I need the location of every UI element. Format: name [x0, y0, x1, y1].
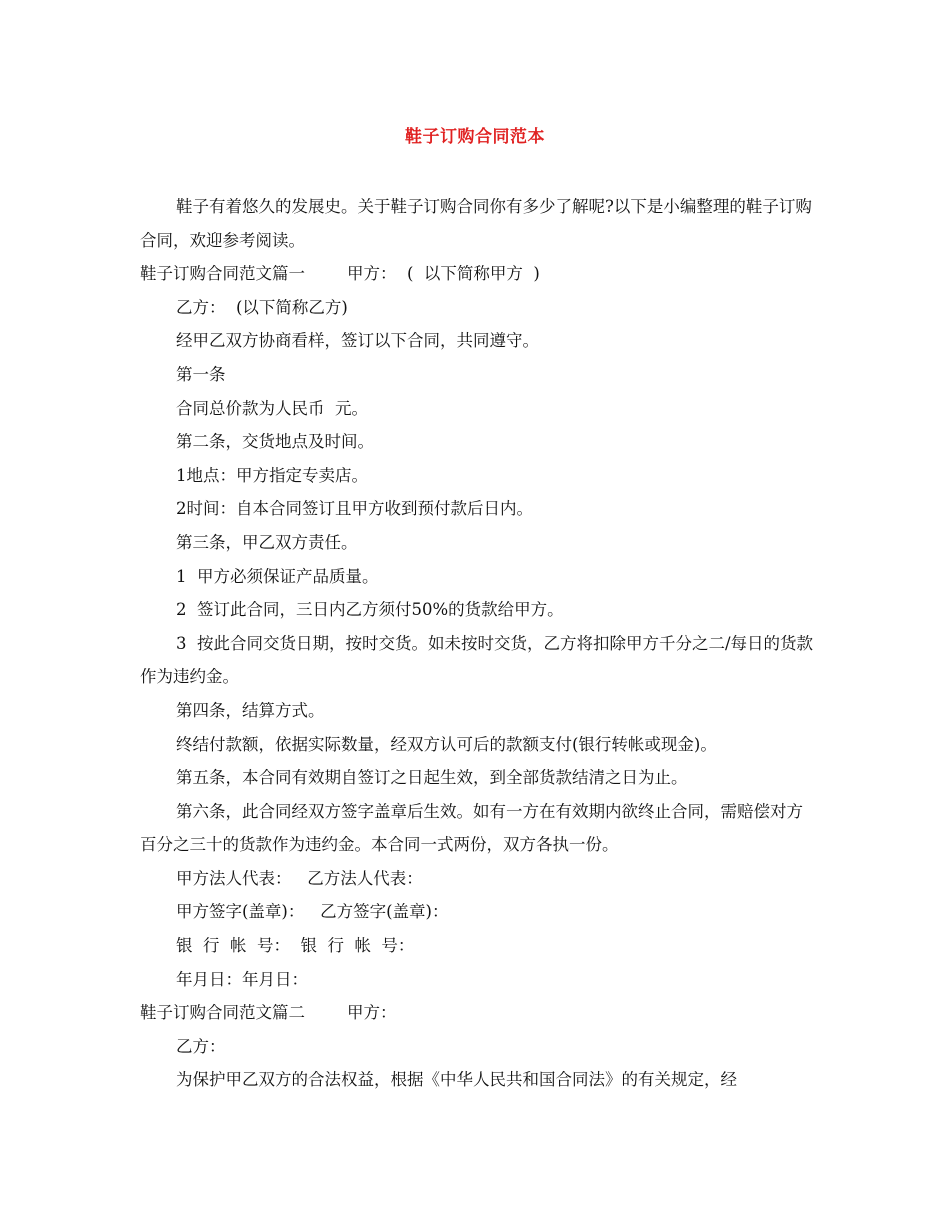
document-title: 鞋子订购合同范本 — [405, 127, 545, 147]
paragraph: 甲方签字(盖章)： 乙方签字(盖章)： — [176, 902, 449, 922]
paragraph: 1地点：甲方指定专卖店。 — [176, 465, 368, 485]
paragraph: 第六条，此合同经双方签字盖章后生效。如有一方在有效期内欲终止合同，需赔偿对方百分之三十的货款作为违约金。本合同一式两份，双方各执一份。 — [140, 801, 803, 855]
paragraph: 第三条，甲乙双方责任。 — [176, 532, 358, 552]
paragraph: 3 按此合同交货日期，按时交货。如未按时交货，乙方将扣除甲方千分之二/每日的货款作为违约金。 — [140, 633, 814, 687]
paragraph: 2 签订此合同，三日内乙方须付50%的货款给甲方。 — [176, 600, 564, 620]
paragraph: 乙方： — [176, 1036, 226, 1056]
paragraph: 年月日：年月日： — [176, 969, 308, 989]
paragraph: 第四条，结算方式。 — [176, 700, 325, 720]
paragraph: 2时间：自本合同签订且甲方收到预付款后日内。 — [176, 499, 533, 519]
paragraph: 1 甲方必须保证产品质量。 — [176, 566, 379, 586]
paragraph: 为保护甲乙双方的合法权益，根据《中华人民共和国合同法》的有关规定，经 — [176, 1070, 737, 1090]
paragraph: 银 行 帐 号： 银 行 帐 号： — [176, 936, 415, 956]
paragraph: 鞋子有着悠久的发展史。关于鞋子订购合同你有多少了解呢?以下是小编整理的鞋子订购合同，欢迎参考阅读。 — [140, 197, 812, 250]
paragraph: 第二条，交货地点及时间。 — [176, 432, 374, 452]
paragraph: 乙方： (以下简称乙方) — [176, 297, 348, 317]
paragraph: 第一条 — [176, 364, 226, 384]
paragraph: 甲方法人代表： 乙方法人代表： — [176, 868, 423, 888]
paragraph: 第五条，本合同有效期自签订之日起生效，到全部货款结清之日为止。 — [176, 768, 688, 788]
paragraph: 合同总价款为人民币 元。 — [176, 398, 368, 418]
section-heading: 鞋子订购合同范文篇二 甲方： — [140, 1003, 397, 1023]
section-heading: 鞋子订购合同范文篇一 甲方： ( 以下简称甲方 ) — [140, 264, 540, 284]
paragraph: 经甲乙双方协商看样，签订以下合同，共同遵守。 — [176, 331, 539, 351]
document-body — [140, 190, 815, 1097]
paragraph: 终结付款额，依据实际数量，经双方认可后的款额支付(银行转帐或现金)。 — [176, 734, 717, 754]
